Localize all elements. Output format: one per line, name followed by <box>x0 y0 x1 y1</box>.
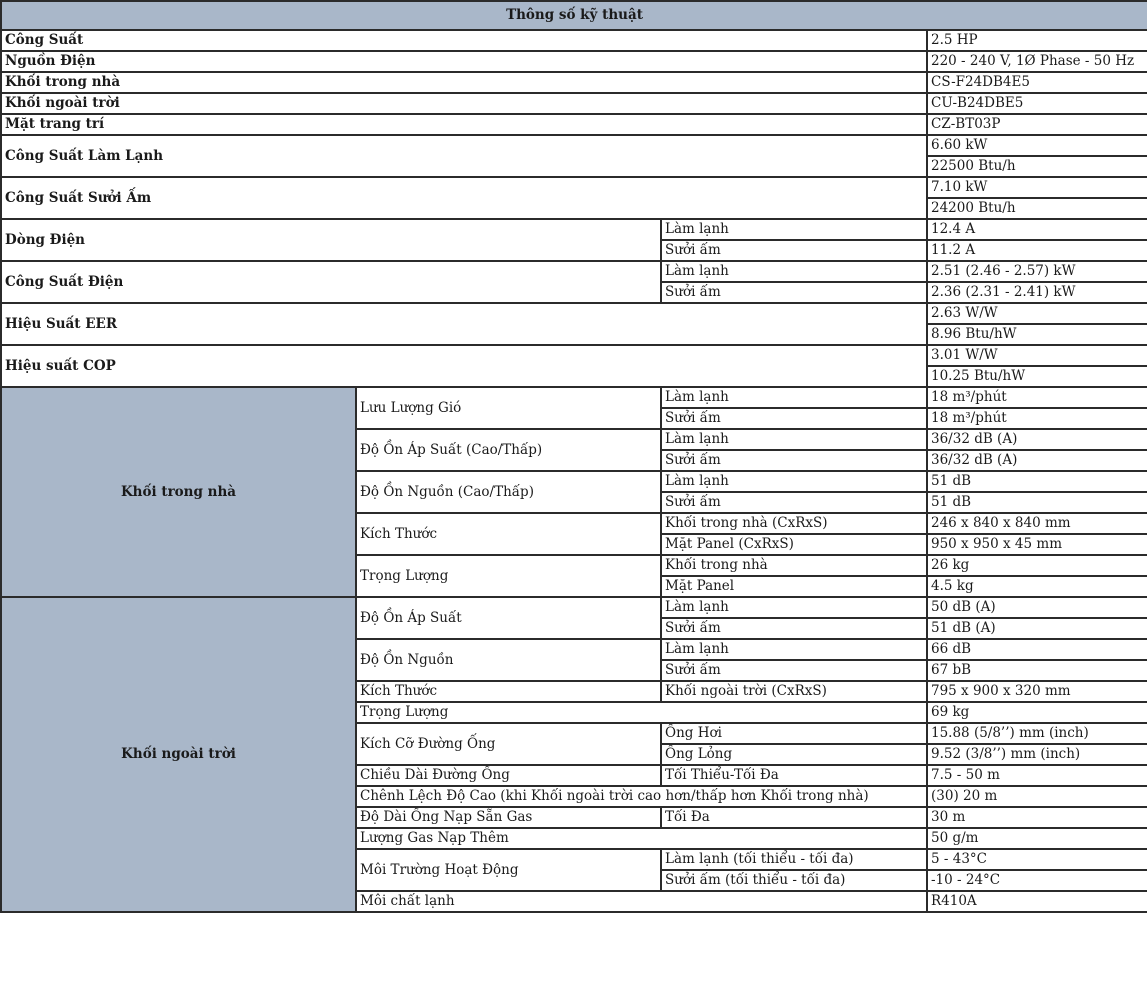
row-label: Nguồn Điện <box>1 51 927 72</box>
table-row <box>1 51 1147 72</box>
row-label: Môi Trường Hoạt Động <box>356 849 661 891</box>
row-sublabel: Sưởi ấm <box>661 618 927 639</box>
row-sublabel: Làm lạnh <box>661 639 927 660</box>
row-value: (30) 20 m <box>927 786 1147 807</box>
table-row <box>1 114 1147 135</box>
row-value: 69 kg <box>927 702 1147 723</box>
indoor-group-label: Khối trong nhà <box>1 387 356 597</box>
row-value: 2.63 W/W <box>927 303 1147 324</box>
table-row <box>1 219 1147 240</box>
table-row <box>1 261 1147 282</box>
header-row <box>1 1 1147 30</box>
row-value: 67 bB <box>927 660 1147 681</box>
row-sublabel: Làm lạnh <box>661 387 927 408</box>
row-value: 24200 Btu/h <box>927 198 1147 219</box>
row-value: 950 x 950 x 45 mm <box>927 534 1147 555</box>
row-sublabel: Sưởi ấm <box>661 660 927 681</box>
row-value: -10 - 24°C <box>927 870 1147 891</box>
row-label: Kích Thước <box>356 513 661 555</box>
row-sublabel: Sưởi ấm (tối thiểu - tối đa) <box>661 870 927 891</box>
table-row <box>1 72 1147 93</box>
row-label: Công Suất Sưởi Ấm <box>1 177 927 219</box>
row-label: Độ Ồn Nguồn <box>356 639 661 681</box>
row-value: 7.10 kW <box>927 177 1147 198</box>
row-value: CU-B24DBE5 <box>927 93 1147 114</box>
row-sublabel: Sưởi ấm <box>661 282 927 303</box>
row-value: 30 m <box>927 807 1147 828</box>
row-value: 2.5 HP <box>927 30 1147 51</box>
row-value: 51 dB <box>927 492 1147 513</box>
row-label: Khối ngoài trời <box>1 93 927 114</box>
row-sublabel: Ống Hơi <box>661 723 927 744</box>
row-label: Độ Ồn Áp Suất (Cao/Thấp) <box>356 429 661 471</box>
row-sublabel: Làm lạnh <box>661 471 927 492</box>
row-value: 15.88 (5/8’’) mm (inch) <box>927 723 1147 744</box>
row-value: 50 dB (A) <box>927 597 1147 618</box>
row-value: CS-F24DB4E5 <box>927 72 1147 93</box>
table-row <box>1 135 1147 156</box>
table-row <box>1 387 1147 408</box>
row-sublabel: Làm lạnh <box>661 261 927 282</box>
row-label: Độ Ồn Nguồn (Cao/Thấp) <box>356 471 661 513</box>
row-value: CZ-BT03P <box>927 114 1147 135</box>
row-label: Trọng Lượng <box>356 702 927 723</box>
row-label: Mặt trang trí <box>1 114 927 135</box>
row-sublabel: Ống Lỏng <box>661 744 927 765</box>
row-sublabel: Khối trong nhà (CxRxS) <box>661 513 927 534</box>
row-value: 6.60 kW <box>927 135 1147 156</box>
row-sublabel: Làm lạnh (tối thiểu - tối đa) <box>661 849 927 870</box>
row-value: 18 m³/phút <box>927 408 1147 429</box>
row-value: 795 x 900 x 320 mm <box>927 681 1147 702</box>
row-sublabel: Sưởi ấm <box>661 240 927 261</box>
row-label: Công Suất Làm Lạnh <box>1 135 927 177</box>
row-value: 18 m³/phút <box>927 387 1147 408</box>
row-value: R410A <box>927 891 1147 912</box>
row-sublabel: Khối ngoài trời (CxRxS) <box>661 681 927 702</box>
row-label: Lưu Lượng Gió <box>356 387 661 429</box>
row-sublabel: Mặt Panel (CxRxS) <box>661 534 927 555</box>
row-sublabel: Làm lạnh <box>661 429 927 450</box>
row-value: 220 - 240 V, 1Ø Phase - 50 Hz <box>927 51 1147 72</box>
row-label: Kích Thước <box>356 681 661 702</box>
row-value: 22500 Btu/h <box>927 156 1147 177</box>
table-title: Thông số kỹ thuật <box>1 1 1147 30</box>
row-value: 9.52 (3/8’’) mm (inch) <box>927 744 1147 765</box>
table-row <box>1 303 1147 324</box>
row-label: Trọng Lượng <box>356 555 661 597</box>
table-row <box>1 93 1147 114</box>
row-value: 36/32 dB (A) <box>927 429 1147 450</box>
row-value: 2.51 (2.46 - 2.57) kW <box>927 261 1147 282</box>
row-label: Chiều Dài Đường Ống <box>356 765 661 786</box>
row-sublabel: Sưởi ấm <box>661 492 927 513</box>
row-value: 7.5 - 50 m <box>927 765 1147 786</box>
row-value: 2.36 (2.31 - 2.41) kW <box>927 282 1147 303</box>
row-value: 3.01 W/W <box>927 345 1147 366</box>
row-value: 8.96 Btu/hW <box>927 324 1147 345</box>
row-sublabel: Làm lạnh <box>661 219 927 240</box>
row-value: 36/32 dB (A) <box>927 450 1147 471</box>
row-label: Công Suất Điện <box>1 261 661 303</box>
table-row <box>1 30 1147 51</box>
table-row <box>1 345 1147 366</box>
row-value: 4.5 kg <box>927 576 1147 597</box>
row-label: Hiệu Suất EER <box>1 303 927 345</box>
table-row <box>1 177 1147 198</box>
row-value: 50 g/m <box>927 828 1147 849</box>
table-row <box>1 597 1147 618</box>
row-value: 51 dB (A) <box>927 618 1147 639</box>
row-label: Chênh Lệch Độ Cao (khi Khối ngoài trời cao hơn/thấp hơn Khối trong nhà) <box>356 786 927 807</box>
row-value: 246 x 840 x 840 mm <box>927 513 1147 534</box>
row-value: 12.4 A <box>927 219 1147 240</box>
row-sublabel: Làm lạnh <box>661 597 927 618</box>
outdoor-group-label: Khối ngoài trời <box>1 597 356 912</box>
row-value: 10.25 Btu/hW <box>927 366 1147 387</box>
row-label: Công Suất <box>1 30 927 51</box>
row-label: Dòng Điện <box>1 219 661 261</box>
row-label: Hiệu suất COP <box>1 345 927 387</box>
row-sublabel: Tối Thiểu-Tối Đa <box>661 765 927 786</box>
row-sublabel: Sưởi ấm <box>661 450 927 471</box>
row-sublabel: Tối Đa <box>661 807 927 828</box>
row-value: 26 kg <box>927 555 1147 576</box>
row-label: Độ Ồn Áp Suất <box>356 597 661 639</box>
row-label: Lượng Gas Nạp Thêm <box>356 828 927 849</box>
row-label: Độ Dài Ống Nạp Sẵn Gas <box>356 807 661 828</box>
row-value: 11.2 A <box>927 240 1147 261</box>
row-label: Môi chất lạnh <box>356 891 927 912</box>
row-label: Khối trong nhà <box>1 72 927 93</box>
row-sublabel: Mặt Panel <box>661 576 927 597</box>
row-value: 51 dB <box>927 471 1147 492</box>
row-label: Kích Cỡ Đường Ống <box>356 723 661 765</box>
row-value: 66 dB <box>927 639 1147 660</box>
row-value: 5 - 43°C <box>927 849 1147 870</box>
row-sublabel: Sưởi ấm <box>661 408 927 429</box>
row-sublabel: Khối trong nhà <box>661 555 927 576</box>
